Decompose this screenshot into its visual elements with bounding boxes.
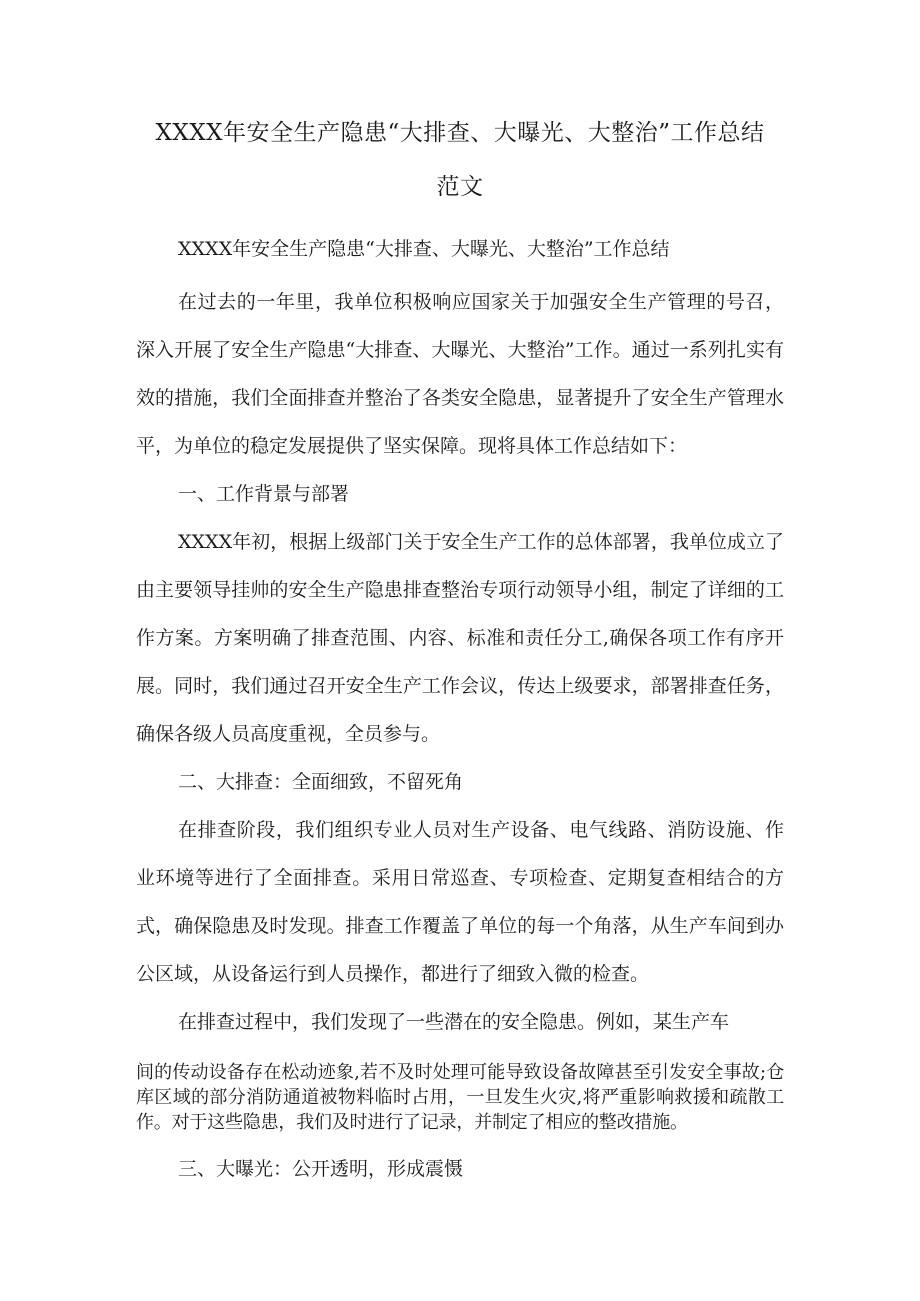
section-heading-1: 一、工作背景与部署 <box>178 483 350 505</box>
section-heading-3: 三、大曝光：公开透明，形成震慑 <box>178 1158 464 1180</box>
paragraph-background: XXXX年初，根据上级部门关于安全生产工作的总体部署，我单位成立了由主要领导挂帅的安全生产隐患排查整治专项行动领导小组，制定了详细的工作方案。方案明确了排查范围、内容、标准和责任分工,确保各项工作有序开展。同时，我们通过召开安全生产工作会议，传达上级要求，部署排查任务，确保各级人员高度重视，全员参与。 <box>136 531 784 745</box>
paragraph-intro: 在过去的一年里，我单位积极响应国家关于加强安全生产管理的号召，深入开展了安全生产隐患“大排查、大曝光、大整治”工作。通过一系列扎实有效的措施，我们全面排查并整治了各类安全隐患，显著提升了安全生产管理水平，为单位的稳定发展提供了坚实保障。现将具体工作总结如下： <box>136 291 784 457</box>
title-line-2: 范文 <box>436 174 484 200</box>
title-line-1: XXXX年安全生产隐患“大排查、大曝光、大整治”工作总结 <box>155 120 765 146</box>
document-title <box>136 106 784 214</box>
paragraph-findings-continued-block <box>136 1060 784 1135</box>
paragraph-inspection: 在排查阶段，我们组织专业人员对生产设备、电气线路、消防设施、作业环境等进行了全面排查。采用日常巡查、专项检查、定期复查相结合的方式，确保隐患及时发现。排查工作覆盖了单位的每一个角落，从生产车间到办公区域，从设备运行到人员操作，都进行了细致入微的检查。 <box>136 819 784 985</box>
paragraph-findings-continued: 间的传动设备存在松动迹象,若不及时处理可能导致设备故障甚至引发安全事故;仓库区域的部分消防通道被物料临时占用，一旦发生火灾,将严重影响救援和疏散工作。对于这些隐患，我们及时进行了记录，并制定了相应的整改措施。 <box>136 1062 784 1133</box>
paragraph-findings-start: 在排查过程中，我们发现了一些潜在的安全隐患。例如，某生产车 <box>178 1011 730 1033</box>
section-heading-2: 二、大排查：全面细致，不留死角 <box>178 771 464 793</box>
document-subtitle: XXXX年安全生产隐患“大排查、大曝光、大整治”工作总结 <box>178 238 670 260</box>
